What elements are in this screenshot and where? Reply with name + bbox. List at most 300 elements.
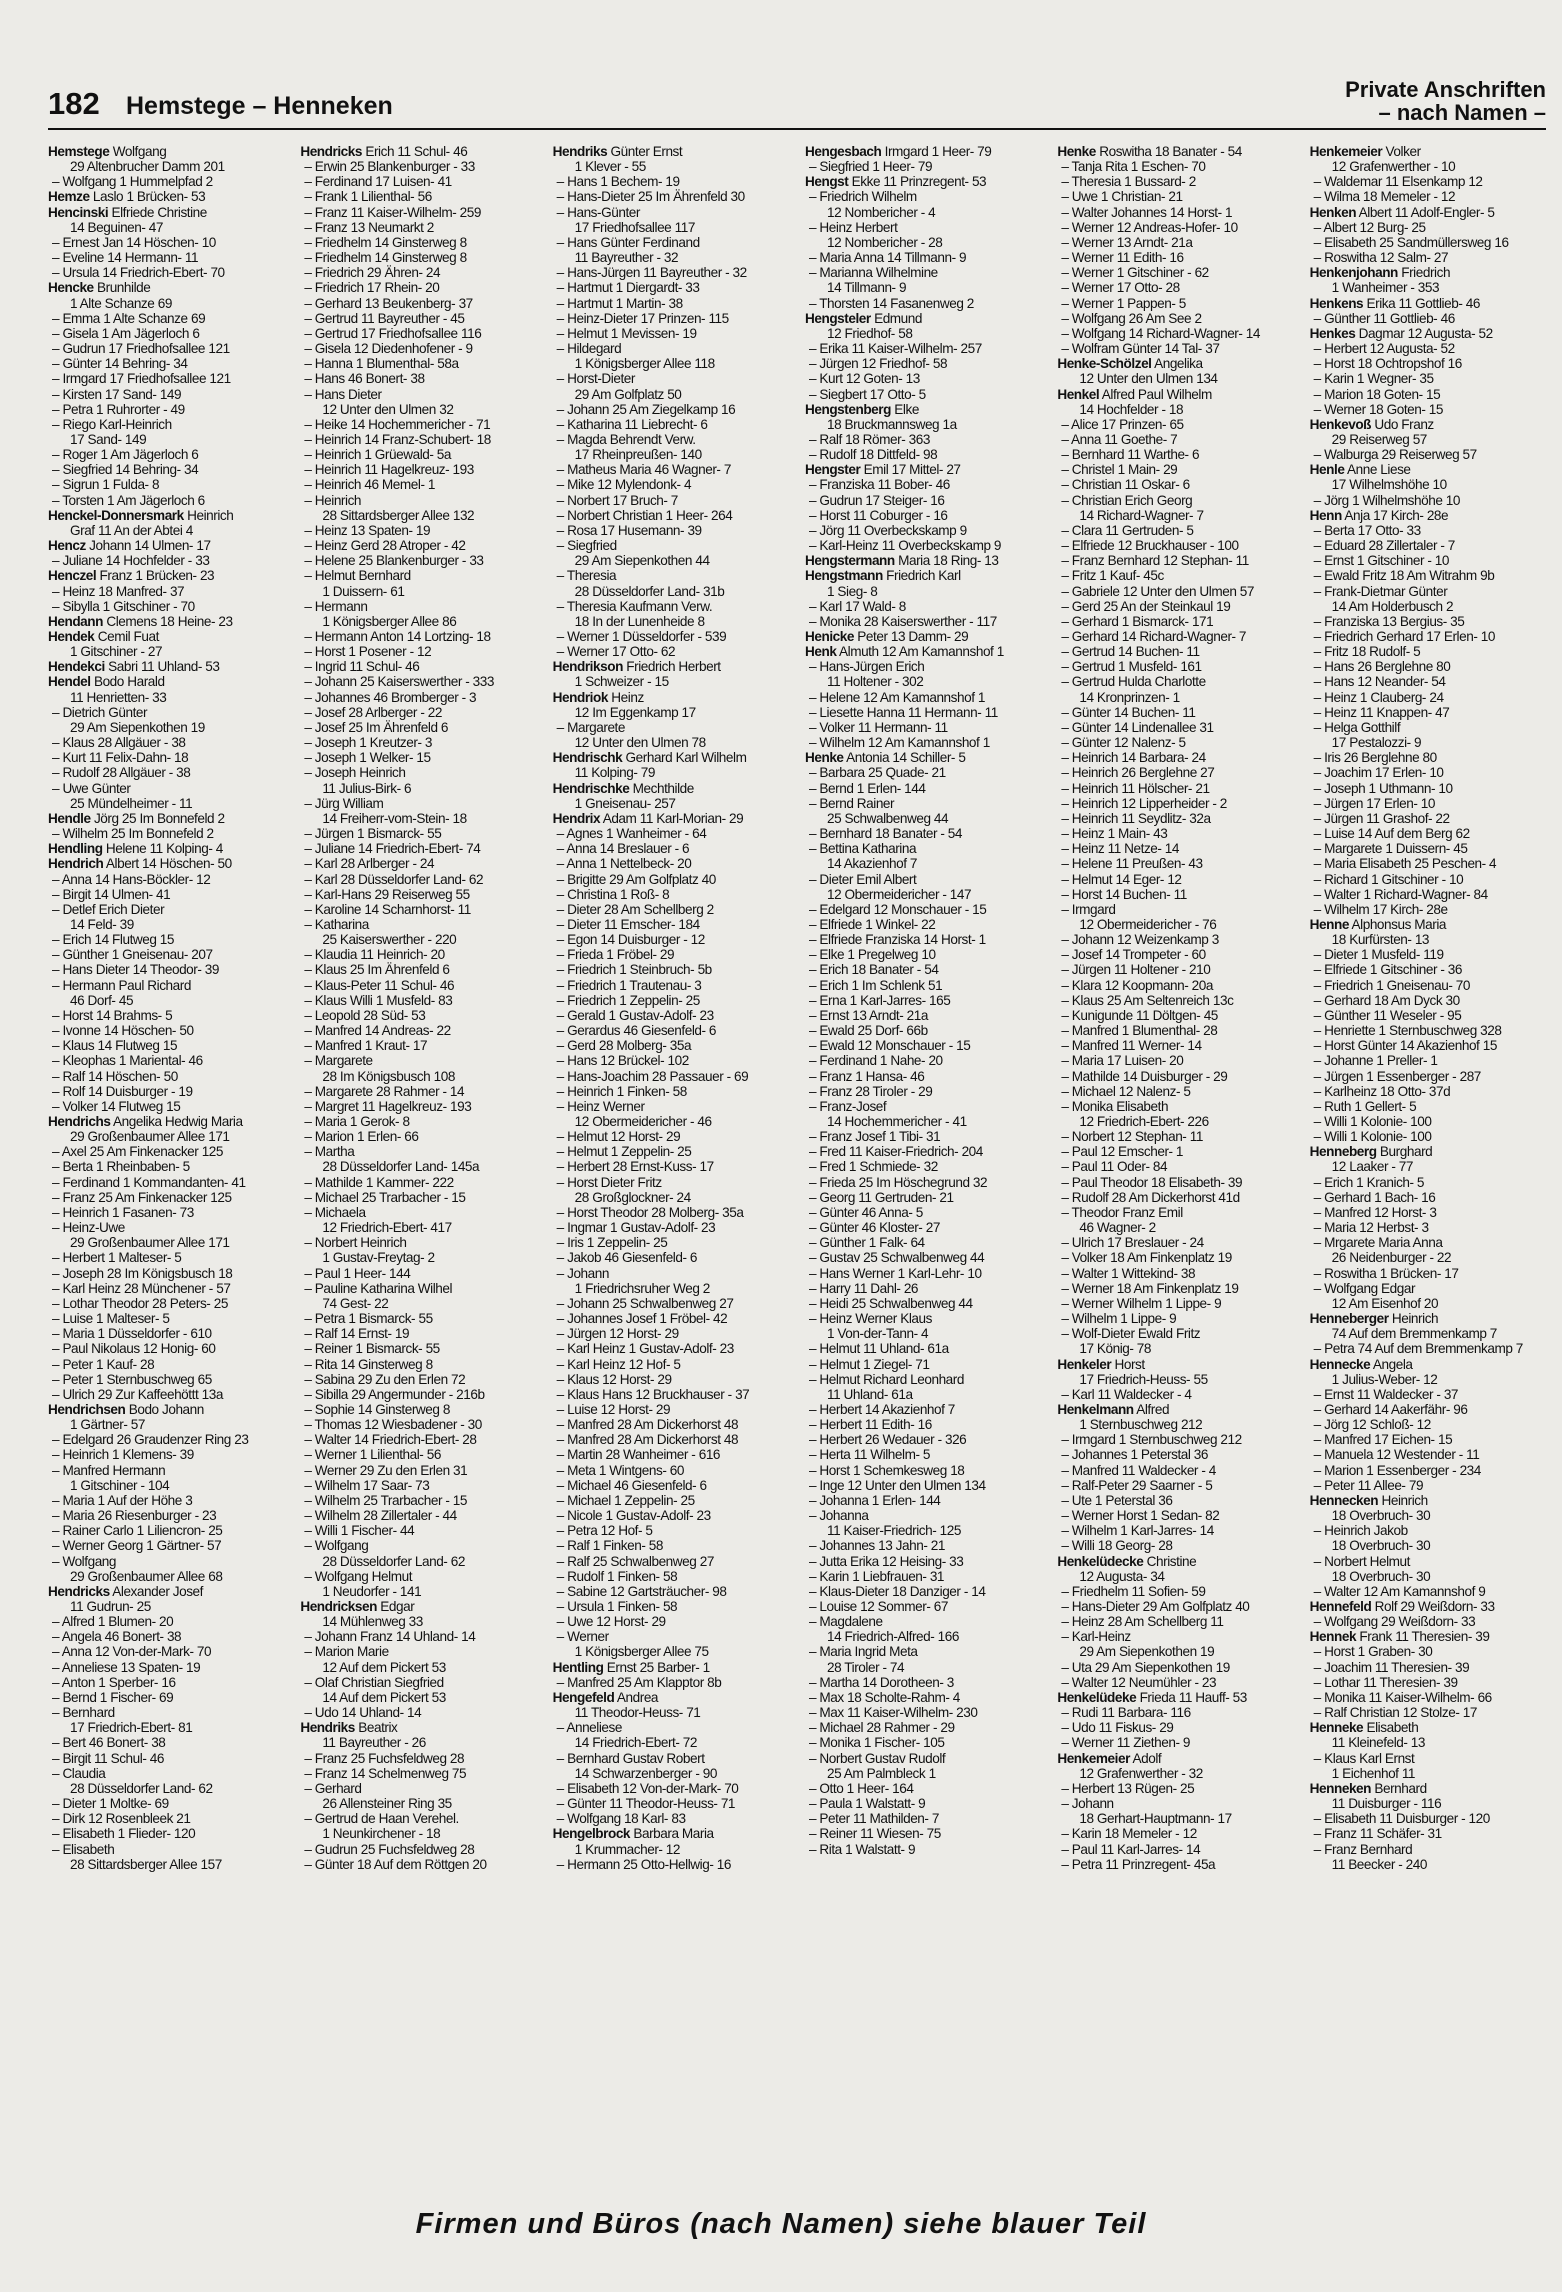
surname: Hemze bbox=[48, 189, 90, 205]
listing-column-2 bbox=[300, 144, 536, 2184]
person-entry: – Helmut Richard Leonhard bbox=[805, 1372, 1041, 1387]
person-entry: – Heinz-Dieter 17 Prinzen- 115 bbox=[553, 311, 789, 326]
person-entry: – Hans 1 Bechem- 19 bbox=[553, 174, 789, 189]
person-entry: – Werner 1 Gitschiner - 62 bbox=[1057, 265, 1293, 280]
person-entry: – Jörg 12 Schloß- 12 bbox=[1310, 1417, 1546, 1432]
person-entry: – Margarete bbox=[300, 1053, 536, 1068]
person-entry: – Christel 1 Main- 29 bbox=[1057, 462, 1293, 477]
person-entry: – Irmgard bbox=[1057, 902, 1293, 917]
person-entry: – Klaus 25 Am Seltenreich 13c bbox=[1057, 993, 1293, 1008]
entry-details: Friedrich Karl bbox=[882, 568, 961, 584]
person-entry: – Karl-Heinz 11 Overbeckskamp 9 bbox=[805, 538, 1041, 553]
surname-entry bbox=[1310, 1493, 1546, 1508]
person-entry: – Friedrich 1 Zeppelin- 25 bbox=[553, 993, 789, 1008]
person-entry: – Herbert 12 Augusta- 52 bbox=[1310, 341, 1546, 356]
person-entry: – Ingrid 11 Schul- 46 bbox=[300, 659, 536, 674]
person-entry: – Klaus 12 Horst- 29 bbox=[553, 1372, 789, 1387]
person-entry: – Petra 11 Prinzregent- 45a bbox=[1057, 1857, 1293, 1872]
person-entry: – Jürg William bbox=[300, 796, 536, 811]
surname-entry bbox=[48, 538, 284, 553]
surname: Hendek bbox=[48, 629, 95, 644]
person-entry: – Joseph 1 Welker- 15 bbox=[300, 750, 536, 765]
person-entry: – Franz Josef 1 Tibi- 31 bbox=[805, 1129, 1041, 1144]
person-entry: – Helmut 11 Uhland- 61a bbox=[805, 1341, 1041, 1356]
person-entry: – Gerhard 14 Richard-Wagner- 7 bbox=[1057, 629, 1293, 644]
person-entry: – Hermann bbox=[300, 599, 536, 614]
person-entry: – Erich 14 Flutweg 15 bbox=[48, 932, 284, 947]
person-entry: – Michael 12 Nalenz- 5 bbox=[1057, 1084, 1293, 1099]
person-entry: – Riego Karl-Heinrich bbox=[48, 417, 284, 432]
person-entry: – Hanna 1 Blumenthal- 58a bbox=[300, 356, 536, 371]
person-entry: – Ewald 25 Dorf- 66b bbox=[805, 1023, 1041, 1038]
person-entry: – Paul 1 Heer- 144 bbox=[300, 1266, 536, 1281]
person-entry: – Günter 12 Nalenz- 5 bbox=[1057, 735, 1293, 750]
surname: Hennek bbox=[1309, 1629, 1357, 1645]
listing-column-5 bbox=[1057, 144, 1293, 2184]
person-entry: – Ralf 1 Finken- 58 bbox=[553, 1538, 789, 1553]
person-entry: – Günter 46 Anna- 5 bbox=[805, 1205, 1041, 1220]
address-continuation: 28 Düsseldorfer Land- 62 bbox=[322, 1553, 465, 1569]
surname: Hendel bbox=[48, 674, 91, 690]
person-entry: – Werner 17 Otto- 28 bbox=[1057, 280, 1293, 295]
person-entry: – Ivonne 14 Höschen- 50 bbox=[48, 1023, 284, 1038]
person-entry: – Lothar Theodor 28 Peters- 25 bbox=[48, 1296, 284, 1311]
person-entry: – Elfriede 1 Gitschiner - 36 bbox=[1310, 962, 1546, 977]
person-entry: – Klaus 25 Im Ährenfeld 6 bbox=[300, 962, 536, 977]
person-entry: – Bernhard 11 Warthe- 6 bbox=[1057, 447, 1293, 462]
person-entry: – Willi 1 Kolonie- 100 bbox=[1310, 1129, 1546, 1144]
person-entry: – Horst Dieter Fritz bbox=[553, 1175, 789, 1190]
person-entry: – Wilhelm 25 Im Bonnefeld 2 bbox=[48, 826, 284, 841]
address-continuation: 11 Gudrun- 25 bbox=[70, 1599, 151, 1614]
person-entry: – Luise 12 Horst- 29 bbox=[553, 1402, 789, 1417]
person-entry: – Gertrud 17 Friedhofsallee 116 bbox=[300, 326, 536, 341]
person-entry: – Wolfgang 1 Hummelpfad 2 bbox=[48, 174, 284, 189]
person-entry: – Hartmut 1 Martin- 38 bbox=[553, 296, 789, 311]
running-title: Hemstege – Henneken bbox=[126, 92, 393, 120]
person-entry: – Petra 1 Ruhrorter - 49 bbox=[48, 402, 284, 417]
surname: Henkemeier bbox=[1309, 144, 1383, 159]
surname: Henkens bbox=[1309, 295, 1364, 311]
surname: Hendle bbox=[48, 810, 91, 826]
page-number: 182 bbox=[48, 86, 100, 121]
surname: Hendrix bbox=[552, 810, 601, 826]
address-continuation: 29 Am Siepenkothen 19 bbox=[1079, 1644, 1215, 1660]
person-entry: – Manfred 1 Kraut- 17 bbox=[300, 1038, 536, 1053]
person-entry: – Maria 26 Riesenburger - 23 bbox=[48, 1508, 284, 1523]
person-entry: – Wilhelm 17 Kirch- 28e bbox=[1310, 902, 1546, 917]
person-entry: – Wolfgang 18 Karl- 83 bbox=[553, 1811, 789, 1826]
person-entry: – Monika 11 Kaiser-Wilhelm- 66 bbox=[1310, 1690, 1546, 1705]
person-entry: – Magdalene bbox=[805, 1614, 1041, 1629]
address-continuation: 12 Obermeidericher - 76 bbox=[1079, 916, 1217, 932]
person-entry: – Birgit 11 Schul- 46 bbox=[48, 1751, 284, 1766]
person-entry: – Frank-Dietmar Günter bbox=[1310, 584, 1546, 599]
surname-entry bbox=[1310, 1629, 1546, 1644]
address-continuation: 14 Friedrich-Alfred- 166 bbox=[826, 1629, 959, 1645]
person-entry: – Michael 1 Zeppelin- 25 bbox=[553, 1493, 789, 1508]
address-continuation: 18 Bruckmannsweg 1a bbox=[826, 416, 957, 432]
person-entry: – Jürgen 12 Horst- 29 bbox=[553, 1326, 789, 1341]
person-entry: – Werner 1 Pappen- 5 bbox=[1057, 296, 1293, 311]
address-continuation: 12 Friedrich-Ebert- 417 bbox=[322, 1220, 452, 1236]
surname: Hengstmann bbox=[804, 568, 883, 584]
surname: Hendrischk bbox=[552, 750, 623, 766]
person-entry: – Wolf-Dieter Ewald Fritz bbox=[1057, 1326, 1293, 1341]
surname: Henneke bbox=[1309, 1720, 1364, 1736]
address-continuation: 1 Sternbuschweg 212 bbox=[1079, 1417, 1203, 1433]
entry-details: Helene 11 Kolping- 4 bbox=[102, 841, 223, 857]
surname-entry bbox=[1310, 296, 1546, 311]
surname: Henkenjohann bbox=[1309, 265, 1398, 281]
person-entry: – Heinrich 1 Grüewald- 5a bbox=[300, 447, 536, 462]
person-entry: – Hans Dieter 14 Theodor- 39 bbox=[48, 962, 284, 977]
address-continuation: 17 Rheinpreußen- 140 bbox=[574, 447, 702, 463]
person-entry: – Rainer Carlo 1 Liliencron- 25 bbox=[48, 1523, 284, 1538]
person-entry: – Helmut 1 Zeppelin- 25 bbox=[553, 1144, 789, 1159]
person-entry: – Klaus 28 Allgäuer - 38 bbox=[48, 735, 284, 750]
person-entry: – Rolf 14 Duisburger - 19 bbox=[48, 1084, 284, 1099]
entry-details: Erich 11 Schul- 46 bbox=[362, 144, 468, 159]
address-continuation: 1 Königsberger Allee 86 bbox=[322, 613, 457, 629]
person-entry: – Marion 1 Erlen- 66 bbox=[300, 1129, 536, 1144]
person-entry: – Jürgen 11 Holtener - 210 bbox=[1057, 962, 1293, 977]
person-entry: – Eveline 14 Hermann- 11 bbox=[48, 250, 284, 265]
surname: Hencinski bbox=[48, 204, 109, 220]
person-entry: – Gudrun 17 Friedhofsallee 121 bbox=[48, 341, 284, 356]
person-entry: – Harry 11 Dahl- 26 bbox=[805, 1281, 1041, 1296]
person-entry: – Manfred 25 Am Klapptor 8b bbox=[553, 1675, 789, 1690]
address-continuation: 29 Großenbaumer Allee 68 bbox=[70, 1568, 223, 1584]
surname-entry bbox=[553, 144, 789, 159]
address-continuation: 28 Sittardsberger Allee 132 bbox=[322, 507, 475, 523]
person-entry: – Klaudia 11 Heinrich- 20 bbox=[300, 947, 536, 962]
person-entry: – Ewald 12 Monschauer - 15 bbox=[805, 1038, 1041, 1053]
person-entry: – Pauline Katharina Wilhel bbox=[300, 1281, 536, 1296]
entry-details: Günter Ernst bbox=[607, 144, 683, 159]
person-entry: – Elfriede 1 Winkel- 22 bbox=[805, 917, 1041, 932]
person-entry: – Franz 1 Hansa- 46 bbox=[805, 1069, 1041, 1084]
person-entry: – Rudolf 18 Dittfeld- 98 bbox=[805, 447, 1041, 462]
person-entry: – Sibylla 1 Gitschiner - 70 bbox=[48, 599, 284, 614]
person-entry: – Günter 46 Kloster- 27 bbox=[805, 1220, 1041, 1235]
person-entry: – Wolfgang 14 Richard-Wagner- 14 bbox=[1057, 326, 1293, 341]
person-entry: – Manfred 28 Am Dickerhorst 48 bbox=[553, 1432, 789, 1447]
address-continuation: 11 Bayreuther - 32 bbox=[574, 250, 679, 266]
entry-details: Gerhard Karl Wilhelm bbox=[622, 750, 747, 766]
person-entry: – Ingmar 1 Gustav-Adolf- 23 bbox=[553, 1220, 789, 1235]
person-entry: – Gerhard bbox=[300, 1781, 536, 1796]
person-entry: – Norbert Helmut bbox=[1310, 1554, 1546, 1569]
person-entry: – Günter 14 Behring- 34 bbox=[48, 356, 284, 371]
person-entry: – Margret 11 Hagelkreuz- 193 bbox=[300, 1099, 536, 1114]
surname-entry bbox=[553, 750, 789, 765]
address-continuation: 1 Neunkirchener - 18 bbox=[322, 1826, 441, 1842]
surname-entry bbox=[1057, 1554, 1293, 1569]
entry-details: Albert 11 Adolf-Engler- 5 bbox=[1356, 204, 1495, 220]
address-continuation: 29 Am Golfplatz 50 bbox=[574, 386, 682, 402]
person-entry: – Hartmut 1 Diergardt- 33 bbox=[553, 280, 789, 295]
person-entry: – Gertrud 11 Bayreuther - 45 bbox=[300, 311, 536, 326]
person-entry: – Werner 12 Andreas-Hofer- 10 bbox=[1057, 220, 1293, 235]
person-entry: – Johann 25 Am Ziegelkamp 16 bbox=[553, 402, 789, 417]
person-entry: – Wolfgang 29 Weißdorn- 33 bbox=[1310, 1614, 1546, 1629]
person-entry: – Franziska 13 Bergius- 35 bbox=[1310, 614, 1546, 629]
person-entry: – Willi 1 Kolonie- 100 bbox=[1310, 1114, 1546, 1129]
person-entry: – Paul Theodor 18 Elisabeth- 39 bbox=[1057, 1175, 1293, 1190]
person-entry: – Walter 12 Neumühler - 23 bbox=[1057, 1675, 1293, 1690]
address-continuation: 12 Augusta- 34 bbox=[1079, 1568, 1165, 1584]
address-continuation: 11 Kleinefeld- 13 bbox=[1331, 1735, 1426, 1751]
address-continuation: 14 Am Holderbusch 2 bbox=[1331, 598, 1454, 614]
person-entry: – Werner 29 Zu den Erlen 31 bbox=[300, 1463, 536, 1478]
person-entry: – Emma 1 Alte Schanze 69 bbox=[48, 311, 284, 326]
person-entry: – Hans 12 Brückel- 102 bbox=[553, 1053, 789, 1068]
person-entry: – Ralf Christian 12 Stolze- 17 bbox=[1310, 1705, 1546, 1720]
person-entry: – Heinz 1 Clauberg- 24 bbox=[1310, 690, 1546, 705]
person-entry: – Karin 1 Liebfrauen- 31 bbox=[805, 1569, 1041, 1584]
address-continuation: 12 Obermeidericher - 147 bbox=[826, 886, 972, 902]
surname: Henken bbox=[1309, 204, 1357, 220]
person-entry: – Jürgen 1 Essenberger - 287 bbox=[1310, 1069, 1546, 1084]
entry-details: Alphonsus Maria bbox=[1348, 916, 1447, 932]
person-entry: – Dietrich Günter bbox=[48, 705, 284, 720]
person-entry: – Nicole 1 Gustav-Adolf- 23 bbox=[553, 1508, 789, 1523]
surname-entry bbox=[48, 1584, 284, 1599]
person-entry: – Hans-Dieter 29 Am Golfplatz 40 bbox=[1057, 1599, 1293, 1614]
address-continuation: 17 Friedrich-Heuss- 55 bbox=[1079, 1371, 1208, 1387]
surname-entry bbox=[300, 1599, 536, 1614]
person-entry: – Bernhard Gustav Robert bbox=[553, 1751, 789, 1766]
address-continuation: 12 Nombericher - 4 bbox=[826, 204, 936, 220]
person-entry: – Dieter 1 Musfeld- 119 bbox=[1310, 947, 1546, 962]
person-entry: – Herbert 1 Malteser- 5 bbox=[48, 1250, 284, 1265]
person-entry: – Hans-Dieter 25 Im Ährenfeld 30 bbox=[553, 189, 789, 204]
person-entry: – Anna 1 Nettelbeck- 20 bbox=[553, 856, 789, 871]
address-continuation: 12 Unter den Ulmen 32 bbox=[322, 401, 454, 417]
address-continuation: 1 Gneisenau- 257 bbox=[574, 795, 676, 811]
person-entry: – Egon 14 Duisburger - 12 bbox=[553, 932, 789, 947]
person-entry: – Ursula 14 Friedrich-Ebert- 70 bbox=[48, 265, 284, 280]
person-entry: – Hans-Jürgen 11 Bayreuther - 32 bbox=[553, 265, 789, 280]
person-entry: – Horst 18 Ochtropshof 16 bbox=[1310, 356, 1546, 371]
person-entry: – Gisela 12 Diedenhofener - 9 bbox=[300, 341, 536, 356]
person-entry: – Ute 1 Peterstal 36 bbox=[1057, 1493, 1293, 1508]
person-entry: – Friedrich 29 Ähren- 24 bbox=[300, 265, 536, 280]
surname-entry bbox=[805, 144, 1041, 159]
address-continuation: 1 Klever - 55 bbox=[574, 159, 646, 175]
person-entry: – Bernhard 18 Banater - 54 bbox=[805, 826, 1041, 841]
person-entry: – Heinrich 11 Seydlitz- 32a bbox=[1057, 811, 1293, 826]
address-continuation: 11 Julius-Birk- 6 bbox=[322, 780, 412, 796]
address-continuation: 28 Düsseldorfer Land- 31b bbox=[574, 583, 725, 599]
entry-details: Brunhilde bbox=[93, 280, 151, 296]
address-continuation: Graf 11 An der Abtei 4 bbox=[70, 522, 193, 538]
person-entry: – Johann 25 Kaiserswerther - 333 bbox=[300, 674, 536, 689]
person-entry: – Helmut Bernhard bbox=[300, 568, 536, 583]
person-entry: – Kurt 11 Felix-Dahn- 18 bbox=[48, 750, 284, 765]
person-entry: – Karl-Hans 29 Reiserweg 55 bbox=[300, 887, 536, 902]
person-entry: – Martha bbox=[300, 1144, 536, 1159]
person-entry: – Richard 1 Gitschiner - 10 bbox=[1310, 872, 1546, 887]
address-continuation: 11 Bayreuther - 26 bbox=[322, 1735, 426, 1751]
person-entry: – Michael 28 Rahmer - 29 bbox=[805, 1720, 1041, 1735]
person-entry: – Wilhelm 28 Zillertaler - 44 bbox=[300, 1508, 536, 1523]
person-entry: – Hans 46 Bonert- 38 bbox=[300, 371, 536, 386]
surname: Hennefeld bbox=[1309, 1599, 1372, 1614]
person-entry: – Heinrich 1 Finken- 58 bbox=[553, 1084, 789, 1099]
person-entry: – Hans-Günter bbox=[553, 205, 789, 220]
surname-entry bbox=[48, 629, 284, 644]
person-entry: – Gertrud de Haan Verehel. bbox=[300, 1811, 536, 1826]
person-entry: – Paula 1 Walstatt- 9 bbox=[805, 1796, 1041, 1811]
person-entry: – Anna 12 Von-der-Mark- 70 bbox=[48, 1644, 284, 1659]
entry-details: Albert 14 Höschen- 50 bbox=[103, 856, 232, 872]
address-continuation: 14 Schwarzenberger - 90 bbox=[574, 1765, 717, 1781]
address-continuation: 1 Gärtner- 57 bbox=[70, 1417, 145, 1433]
person-entry: – Liesette Hanna 11 Hermann- 11 bbox=[805, 705, 1041, 720]
person-entry: – Bernhard bbox=[48, 1705, 284, 1720]
person-entry: – Ernest Jan 14 Höschen- 10 bbox=[48, 235, 284, 250]
person-entry: – Michaela bbox=[300, 1205, 536, 1220]
person-entry: – Heinz 13 Spaten- 19 bbox=[300, 523, 536, 538]
person-entry: – Siegfried bbox=[553, 538, 789, 553]
address-continuation: 18 Overbruch- 30 bbox=[1331, 1538, 1431, 1554]
address-continuation: 74 Gest- 22 bbox=[322, 1295, 389, 1311]
address-continuation: 17 König- 78 bbox=[1079, 1341, 1152, 1357]
surname: Henkelmann bbox=[1057, 1401, 1134, 1417]
person-entry: – Marion Marie bbox=[300, 1644, 536, 1659]
person-entry: – Klaus-Peter 11 Schul- 46 bbox=[300, 978, 536, 993]
person-entry: – Jürgen 11 Grashof- 22 bbox=[1310, 811, 1546, 826]
entry-details: Frank 11 Theresien- 39 bbox=[1356, 1629, 1490, 1645]
person-entry: – Herbert 14 Akazienhof 7 bbox=[805, 1402, 1041, 1417]
person-entry: – Christian Erich Georg bbox=[1057, 493, 1293, 508]
person-entry: – Michael 46 Giesenfeld- 6 bbox=[553, 1478, 789, 1493]
person-entry: – Peter 1 Sternbuschweg 65 bbox=[48, 1372, 284, 1387]
person-entry: – Klaus Willi 1 Musfeld- 83 bbox=[300, 993, 536, 1008]
person-entry: – Klaus 14 Flutweg 15 bbox=[48, 1038, 284, 1053]
person-entry: – Uwe 12 Horst- 29 bbox=[553, 1614, 789, 1629]
person-entry: – Werner 11 Edith- 16 bbox=[1057, 250, 1293, 265]
person-entry: – Rudolf 1 Finken- 58 bbox=[553, 1569, 789, 1584]
address-continuation: 1 Gitschiner - 27 bbox=[70, 644, 163, 660]
address-continuation: 28 Düsseldorfer Land- 145a bbox=[322, 1159, 480, 1175]
person-entry: – Heinz Gerd 28 Atroper - 42 bbox=[300, 538, 536, 553]
address-continuation: 12 Grafenwerther - 32 bbox=[1079, 1765, 1203, 1781]
surname: Hengst bbox=[804, 174, 849, 190]
person-entry: – Franz-Josef bbox=[805, 1099, 1041, 1114]
surname: Hengelbrock bbox=[552, 1826, 631, 1842]
person-entry: – Monika 28 Kaiserswerther - 117 bbox=[805, 614, 1041, 629]
person-entry: – Edelgard 12 Monschauer - 15 bbox=[805, 902, 1041, 917]
surname: Henneken bbox=[1309, 1780, 1372, 1796]
person-entry: – Katharina 11 Liebrecht- 6 bbox=[553, 417, 789, 432]
address-continuation: 1 Neudorfer - 141 bbox=[322, 1583, 422, 1599]
person-entry: – Torsten 1 Am Jägerloch 6 bbox=[48, 493, 284, 508]
listing-column-6 bbox=[1310, 144, 1546, 2184]
person-entry: – Luise 14 Auf dem Berg 62 bbox=[1310, 826, 1546, 841]
person-entry: – Heidi 25 Schwalbenweg 44 bbox=[805, 1296, 1041, 1311]
entry-details: Jörg 25 Im Bonnefeld 2 bbox=[90, 810, 225, 826]
person-entry: – Günter 14 Lindenallee 31 bbox=[1057, 720, 1293, 735]
person-entry: – Wilma 18 Memeler - 12 bbox=[1310, 189, 1546, 204]
person-entry: – Heinrich bbox=[300, 493, 536, 508]
person-entry: – Bert 46 Bonert- 38 bbox=[48, 1735, 284, 1750]
surname: Hemstege bbox=[48, 144, 110, 159]
address-continuation: 1 Krummacher- 12 bbox=[574, 1841, 681, 1857]
entry-details: Antonia 14 Schiller- 5 bbox=[843, 750, 966, 766]
surname-entry bbox=[553, 659, 789, 674]
surname-entry bbox=[48, 841, 284, 856]
person-entry: – Uwe Günter bbox=[48, 781, 284, 796]
person-entry: – Heinz-Uwe bbox=[48, 1220, 284, 1235]
person-entry: – Helene 11 Preußen- 43 bbox=[1057, 856, 1293, 871]
person-entry: – Friedrich Wilhelm bbox=[805, 189, 1041, 204]
surname-entry bbox=[1057, 1751, 1293, 1766]
person-entry: – Axel 25 Am Finkenacker 125 bbox=[48, 1144, 284, 1159]
entry-details: Ekke 11 Prinzregent- 53 bbox=[848, 174, 987, 190]
person-entry: – Margarete 28 Rahmer - 14 bbox=[300, 1084, 536, 1099]
person-entry: – Werner 1 Düsseldorfer - 539 bbox=[553, 629, 789, 644]
surname-entry bbox=[300, 1720, 536, 1735]
surname-entry bbox=[553, 690, 789, 705]
person-entry: – Gerhard 18 Am Dyck 30 bbox=[1310, 993, 1546, 1008]
surname: Henke bbox=[804, 750, 844, 766]
person-entry: – Helga Gotthilf bbox=[1310, 720, 1546, 735]
address-continuation: 12 Grafenwerther - 10 bbox=[1331, 159, 1456, 175]
surname: Henneberg bbox=[1309, 1144, 1377, 1160]
person-entry: – Juliane 14 Hochfelder - 33 bbox=[48, 553, 284, 568]
surname: Henkevoß bbox=[1309, 416, 1372, 432]
person-entry: – Gerardus 46 Giesenfeld- 6 bbox=[553, 1023, 789, 1038]
person-entry: – Franziska 11 Bober- 46 bbox=[805, 477, 1041, 492]
address-continuation: 1 Gustav-Freytag- 2 bbox=[322, 1250, 435, 1266]
person-entry: – Erich 18 Banater - 54 bbox=[805, 962, 1041, 977]
person-entry: – Ernst 13 Arndt- 21a bbox=[805, 1008, 1041, 1023]
address-continuation: 29 Reiserweg 57 bbox=[1331, 431, 1427, 447]
person-entry: – Heinrich Jakob bbox=[1310, 1523, 1546, 1538]
person-entry: – Ursula 1 Finken- 58 bbox=[553, 1599, 789, 1614]
person-entry: – Maria Anna 14 Tillmann- 9 bbox=[805, 250, 1041, 265]
person-entry: – Helene 12 Am Kamannshof 1 bbox=[805, 690, 1041, 705]
section-heading bbox=[1345, 78, 1546, 124]
person-entry: – Hans-Joachim 28 Passauer - 69 bbox=[553, 1069, 789, 1084]
surname-entry bbox=[1310, 1357, 1546, 1372]
person-entry: – Hans Dieter bbox=[300, 387, 536, 402]
person-entry: – Dieter 11 Emscher- 184 bbox=[553, 917, 789, 932]
surname-entry bbox=[1310, 508, 1546, 523]
surname-entry bbox=[1057, 1402, 1293, 1417]
person-entry: – Olaf Christian Siegfried bbox=[300, 1675, 536, 1690]
surname: Hendriks bbox=[300, 1720, 355, 1736]
person-entry: – Walter 1 Richard-Wagner- 84 bbox=[1310, 887, 1546, 902]
surname: Hendricks bbox=[300, 144, 363, 159]
person-entry: – Karl Heinz 28 Münchener - 57 bbox=[48, 1281, 284, 1296]
person-entry: – Marion 1 Essenberger - 234 bbox=[1310, 1463, 1546, 1478]
person-entry: – Siegbert 17 Otto- 5 bbox=[805, 387, 1041, 402]
person-entry: – Friedrich 17 Rhein- 20 bbox=[300, 280, 536, 295]
person-entry: – Meta 1 Wintgens- 60 bbox=[553, 1463, 789, 1478]
person-entry: – Johanna 1 Erlen- 144 bbox=[805, 1493, 1041, 1508]
person-entry: – Wilhelm 12 Am Kamannshof 1 bbox=[805, 735, 1041, 750]
person-entry: – Marianna Wilhelmine bbox=[805, 265, 1041, 280]
surname: Hendrichs bbox=[48, 1114, 111, 1129]
person-entry: – Manfred 12 Horst- 3 bbox=[1310, 1205, 1546, 1220]
person-entry: – Wilhelm 1 Lippe- 9 bbox=[1057, 1311, 1293, 1326]
person-entry: – Thorsten 14 Fasanenweg 2 bbox=[805, 296, 1041, 311]
address-continuation: 74 Auf dem Bremmenkamp 7 bbox=[1331, 1326, 1497, 1342]
